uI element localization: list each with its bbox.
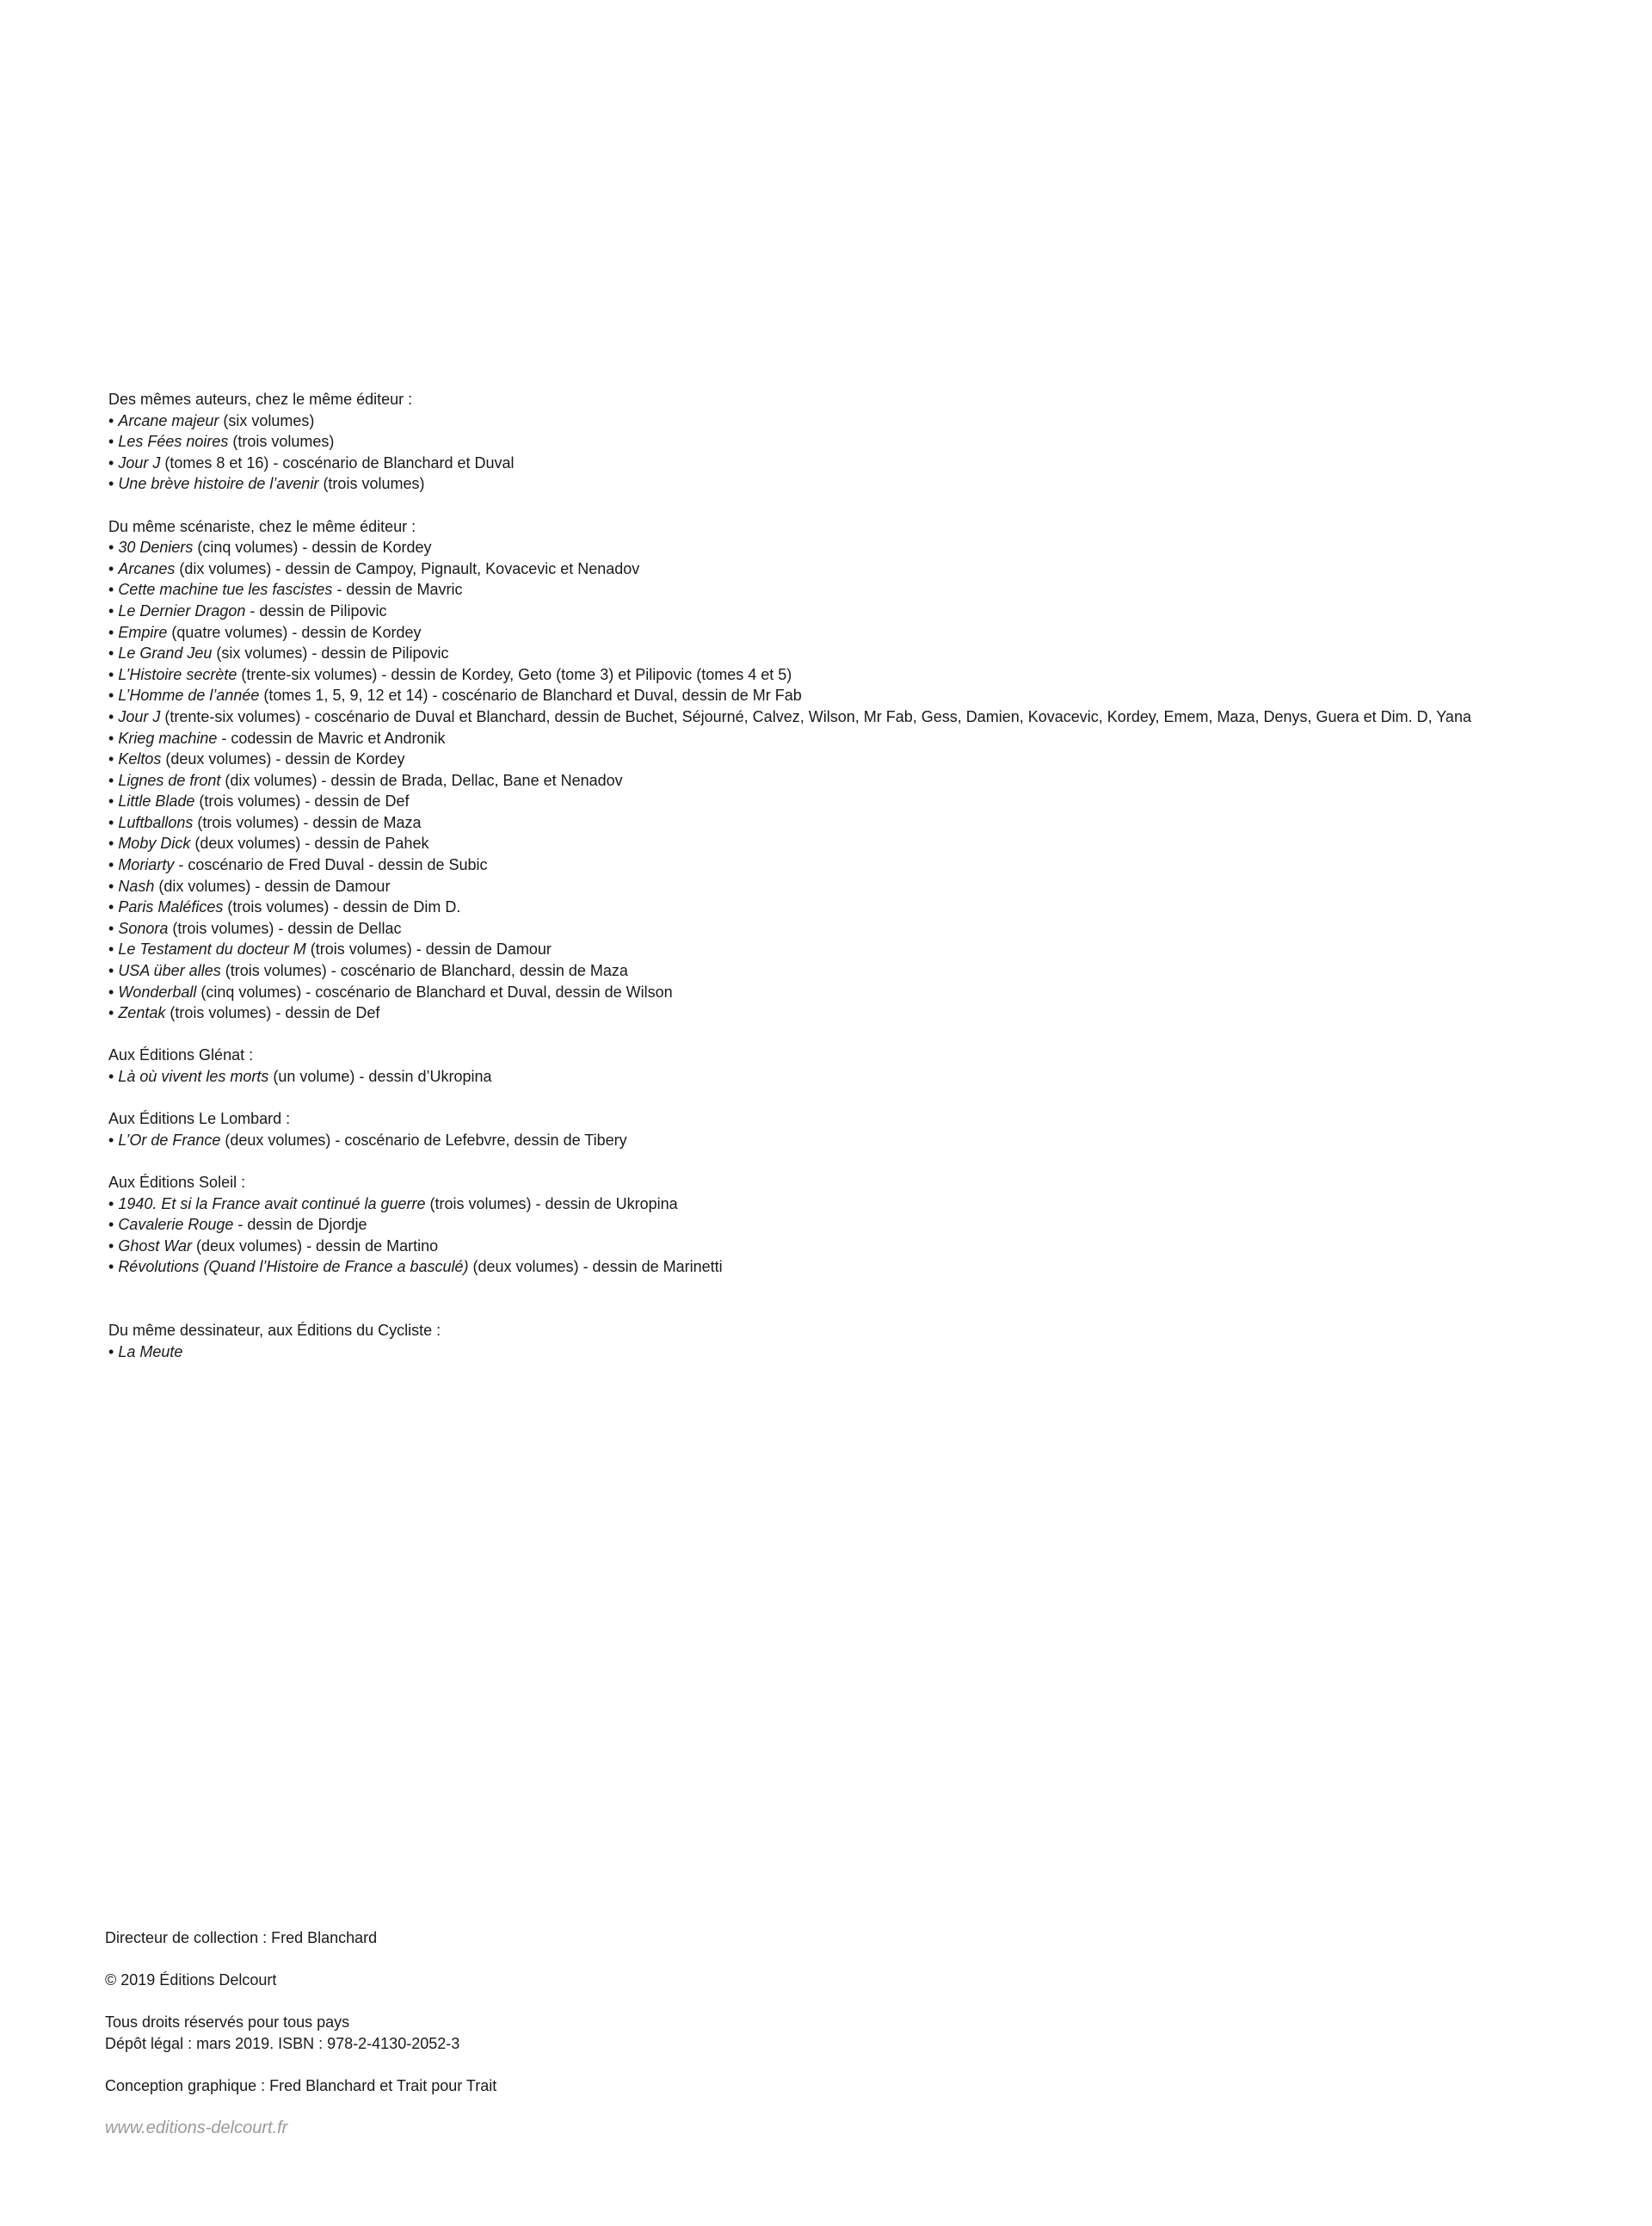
- work-details: (trois volumes) - dessin de Ukropina: [425, 1194, 678, 1212]
- work-title: Empire: [118, 623, 168, 641]
- colophon: [105, 1927, 496, 2139]
- work-title: Moby Dick: [118, 835, 191, 853]
- work-title: Arcane majeur: [118, 411, 219, 429]
- work-title: Jour J: [118, 707, 161, 725]
- list-item: [108, 453, 1471, 474]
- work-title: Révolutions (Quand l’Histoire de France a basculé): [118, 1258, 469, 1276]
- bullet: •: [108, 1342, 119, 1360]
- bullet: •: [108, 919, 119, 937]
- work-details: - codessin de Mavric et Andronik: [217, 729, 446, 747]
- work-details: - dessin de Djordje: [233, 1216, 367, 1234]
- work-title: Le Testament du docteur M: [118, 940, 306, 959]
- work-details: (deux volumes) - dessin de Marinetti: [468, 1258, 723, 1276]
- bullet: •: [108, 792, 119, 811]
- work-title: L’Or de France: [118, 1131, 221, 1149]
- bullet: •: [108, 687, 119, 705]
- bullet: •: [108, 813, 119, 831]
- list-item: [108, 1214, 1471, 1236]
- list-item: [108, 728, 1471, 749]
- work-details: (trois volumes): [228, 433, 335, 451]
- list-item: [108, 897, 1471, 918]
- bullet: •: [108, 433, 119, 451]
- bullet: •: [108, 750, 119, 768]
- work-title: Le Dernier Dragon: [118, 601, 246, 620]
- bullet: •: [108, 877, 119, 895]
- work-details: (six volumes) - dessin de Pilipovic: [212, 644, 449, 663]
- work-details: - dessin de Mavric: [332, 581, 463, 599]
- list-item: [108, 537, 1471, 558]
- list-item: [108, 410, 1471, 432]
- bullet: •: [108, 962, 119, 980]
- work-title: Sonora: [118, 919, 169, 937]
- section-heading: Du même scénariste, chez le même éditeur :: [108, 517, 416, 535]
- work-title: Nash: [118, 877, 155, 895]
- work-title: Keltos: [118, 750, 162, 768]
- work-title: Little Blade: [118, 792, 195, 811]
- work-title: Lignes de front: [118, 771, 221, 789]
- work-details: (tomes 1, 5, 9, 12 et 14) - coscénario de Blanchard et Duval, dessin de Mr Fab: [259, 687, 802, 705]
- work-details: (cinq volumes) - dessin de Kordey: [193, 539, 432, 557]
- list-item: [108, 791, 1471, 812]
- work-title: Une brève histoire de l’avenir: [118, 475, 319, 493]
- bullet: •: [108, 707, 119, 725]
- work-title: 1940. Et si la France avait continué la guerre: [118, 1194, 426, 1212]
- bullet: •: [108, 581, 119, 599]
- work-details: (dix volumes) - dessin de Campoy, Pignault, Kovacevic et Nenadov: [175, 559, 640, 577]
- work-details: (deux volumes) - dessin de Pahek: [190, 835, 429, 853]
- bullet: •: [108, 940, 119, 959]
- list-item: [108, 1256, 1471, 1278]
- work-details: (trois volumes) - dessin de Def: [165, 1004, 380, 1022]
- list-item: [108, 1236, 1471, 1257]
- bullet: •: [108, 898, 119, 916]
- work-details: (trois volumes): [318, 475, 425, 493]
- list-item: [108, 770, 1471, 792]
- bullet: •: [108, 475, 119, 493]
- bullet: •: [108, 1194, 119, 1212]
- list-item: [108, 601, 1471, 622]
- list-item: [108, 643, 1471, 664]
- list-item: [108, 1341, 1471, 1363]
- work-title: Ghost War: [118, 1236, 193, 1255]
- section-heading: Aux Éditions Soleil :: [108, 1173, 246, 1191]
- work-title: Zentak: [118, 1004, 166, 1022]
- work-details: (trois volumes) - dessin de Dellac: [168, 919, 402, 937]
- list-item: [108, 664, 1471, 686]
- bullet: •: [108, 453, 119, 472]
- bullet: •: [108, 1236, 119, 1255]
- work-title: 30 Deniers: [118, 539, 194, 557]
- list-item: [108, 812, 1471, 834]
- list-item: [108, 876, 1471, 897]
- section-heading: Des mêmes auteurs, chez le même éditeur :: [108, 391, 413, 408]
- bullet: •: [108, 665, 119, 683]
- work-title: Cavalerie Rouge: [118, 1216, 234, 1234]
- bullet: •: [108, 601, 119, 620]
- work-details: (trente-six volumes) - dessin de Kordey, Geto (tome 3) et Pilipovic (tomes 4 et 5): [237, 665, 792, 683]
- list-item: [108, 1130, 1471, 1151]
- work-title: Luftballons: [118, 813, 194, 831]
- bibliography: [108, 389, 1471, 1362]
- work-details: (six volumes): [219, 411, 315, 429]
- work-title: L’Histoire secrète: [118, 665, 237, 683]
- list-item: [108, 833, 1471, 854]
- bullet: •: [108, 771, 119, 789]
- list-item: [108, 749, 1471, 770]
- work-title: Là où vivent les morts: [118, 1068, 269, 1085]
- work-title: Paris Maléfices: [118, 898, 224, 916]
- rights-line: Tous droits réservés pour tous pays: [105, 2013, 350, 2032]
- list-item: [108, 1193, 1471, 1215]
- work-details: (quatre volumes) - dessin de Kordey: [167, 623, 422, 641]
- list-item: [108, 431, 1471, 453]
- bullet: •: [108, 856, 119, 874]
- work-details: - dessin de Pilipovic: [245, 601, 387, 620]
- bullet: •: [108, 1131, 119, 1149]
- work-details: (deux volumes) - dessin de Martino: [192, 1236, 439, 1255]
- bullet: •: [108, 644, 119, 663]
- work-details: (un volume) - dessin d’Ukropina: [268, 1068, 492, 1085]
- graphic-design-line: Conception graphique : Fred Blanchard et Trait pour Trait: [105, 2077, 497, 2095]
- section-heading: Aux Éditions Glénat :: [108, 1046, 254, 1064]
- bullet: •: [108, 983, 119, 1001]
- work-details: (deux volumes) - coscénario de Lefebvre, dessin de Tibery: [220, 1131, 627, 1149]
- list-item: [108, 939, 1471, 960]
- work-title: La Meute: [118, 1342, 183, 1360]
- work-details: (trente-six volumes) - coscénario de Duval et Blanchard, dessin de Buchet, Séjourné, Calvez, Wilson, Mr Fab, Gess, Damien, Kovacevic, Kordey, Emem, Maza, Denys, Guera et Dim. D, Yana: [160, 707, 1471, 725]
- work-details: - coscénario de Fred Duval - dessin de Subic: [174, 856, 488, 874]
- work-details: (dix volumes) - dessin de Damour: [154, 877, 391, 895]
- list-item: [108, 473, 1471, 495]
- list-item: [108, 706, 1471, 728]
- work-details: (cinq volumes) - coscénario de Blanchard et Duval, dessin de Wilson: [196, 983, 673, 1001]
- publisher-website: www.editions-delcourt.fr: [105, 2118, 288, 2138]
- bullet: •: [108, 1258, 119, 1276]
- bullet: •: [108, 411, 119, 429]
- work-details: (tomes 8 et 16) - coscénario de Blanchard et Duval: [160, 453, 515, 472]
- bullet: •: [108, 539, 119, 557]
- list-item: [108, 558, 1471, 580]
- list-item: [108, 1066, 1471, 1088]
- work-details: (trois volumes) - coscénario de Blanchard, dessin de Maza: [220, 962, 628, 980]
- work-title: Wonderball: [118, 983, 197, 1001]
- section-heading: Aux Éditions Le Lombard :: [108, 1110, 291, 1128]
- section-heading: Du même dessinateur, aux Éditions du Cycliste :: [108, 1321, 441, 1339]
- collection-director: Directeur de collection : Fred Blanchard: [105, 1929, 378, 1946]
- list-item: [108, 918, 1471, 940]
- bullet: •: [108, 1068, 119, 1085]
- copyright-line: © 2019 Éditions Delcourt: [105, 1971, 277, 1989]
- work-details: (dix volumes) - dessin de Brada, Dellac, Bane et Nenadov: [220, 771, 623, 789]
- bullet: •: [108, 1004, 119, 1022]
- work-title: Jour J: [118, 453, 161, 472]
- work-details: (trois volumes) - dessin de Dim D.: [223, 898, 461, 916]
- list-item: [108, 960, 1471, 982]
- work-title: L’Homme de l’année: [118, 687, 260, 705]
- bullet: •: [108, 729, 119, 747]
- bullet: •: [108, 1216, 119, 1234]
- list-item: [108, 982, 1471, 1003]
- work-title: Arcanes: [118, 559, 176, 577]
- list-item: [108, 1002, 1471, 1024]
- legal-deposit-line: Dépôt légal : mars 2019. ISBN : 978-2-4130-2052-3: [105, 2034, 460, 2052]
- work-title: Moriarty: [118, 856, 175, 874]
- list-item: [108, 685, 1471, 706]
- work-title: Krieg machine: [118, 729, 218, 747]
- work-details: (deux volumes) - dessin de Kordey: [161, 750, 405, 768]
- bullet: •: [108, 835, 119, 853]
- bullet: •: [108, 559, 119, 577]
- list-item: [108, 622, 1471, 644]
- work-title: Les Fées noires: [118, 433, 229, 451]
- list-item: [108, 579, 1471, 601]
- list-item: [108, 854, 1471, 876]
- work-title: Cette machine tue les fascistes: [118, 581, 333, 599]
- bullet: •: [108, 623, 119, 641]
- work-details: (trois volumes) - dessin de Maza: [193, 813, 422, 831]
- work-details: (trois volumes) - dessin de Def: [194, 792, 410, 811]
- work-title: USA über alles: [118, 962, 221, 980]
- work-title: Le Grand Jeu: [118, 644, 213, 663]
- work-details: (trois volumes) - dessin de Damour: [305, 940, 552, 959]
